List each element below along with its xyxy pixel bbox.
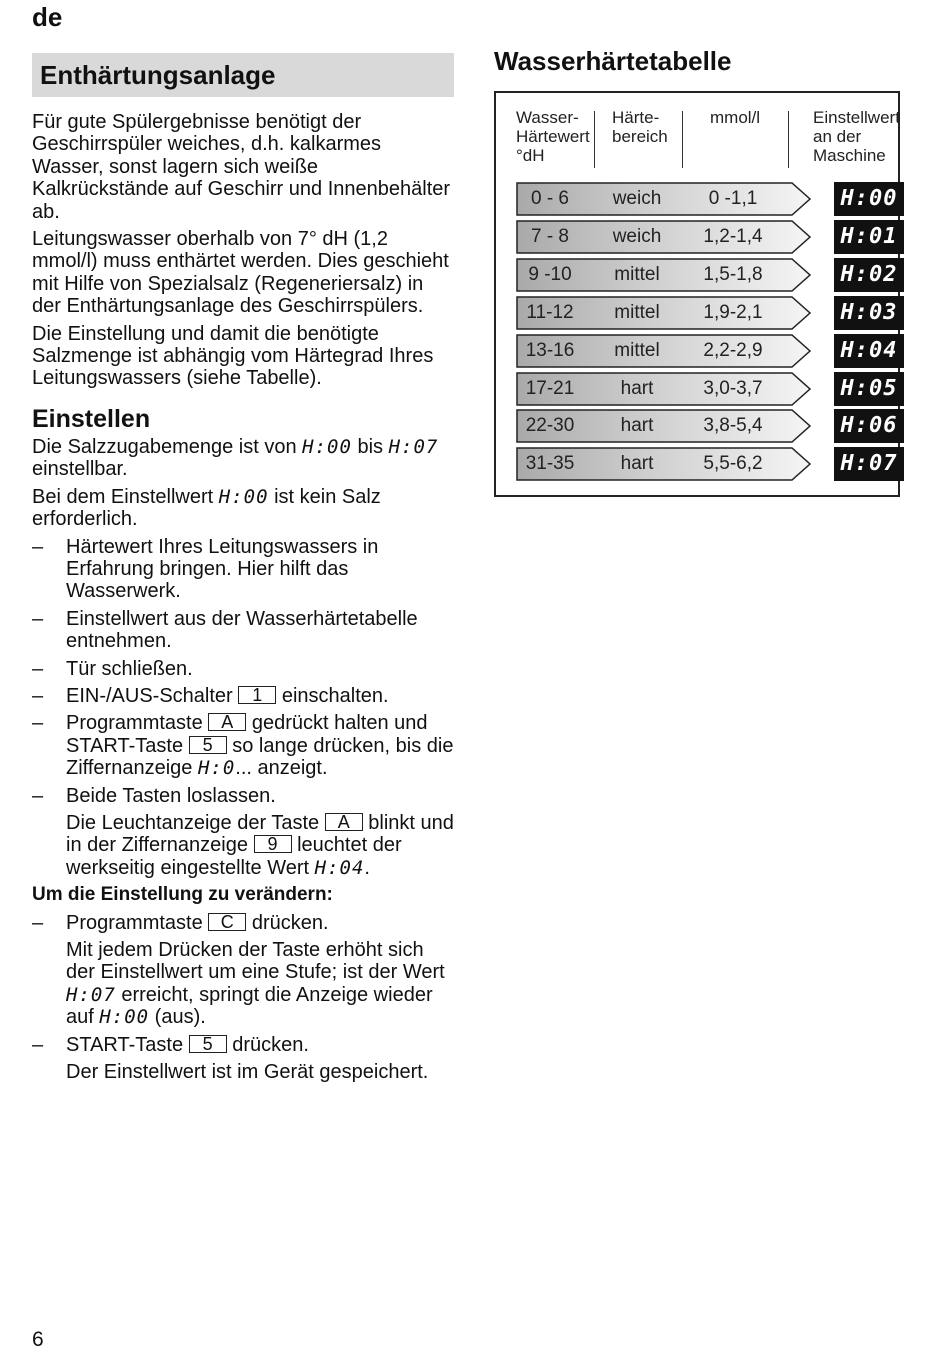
- intro-paragraph: Für gute Spülergebnisse benötigt der Geschirrspüler weiches, d.h. kalkarmes Wasser, sonst lagern sich weiße Kalkrückstände auf Geschirr und Innenbehälter ab.: [32, 111, 451, 223]
- step-item: – Programmtaste A gedrückt halten und START-Taste 5 so lange drücken, bis die Ziffernanzeige H:0... anzeigt.: [32, 712, 454, 780]
- language-code: de: [32, 2, 63, 32]
- cell-hardness-dh: 31-35: [525, 453, 575, 475]
- intro-paragraph: Die Einstellung und damit die benötigte Salzmenge ist abhängig vom Härtegrad Ihres Leitungswassers (siehe Tabelle).: [32, 322, 434, 390]
- header-setting: Einstellwert an der Maschine: [813, 108, 900, 165]
- cell-setting-display: H:04: [834, 334, 904, 368]
- step-item: – START-Taste 5 drücken.: [32, 1033, 309, 1056]
- display-value: H:07: [66, 983, 116, 1006]
- table-row: [516, 334, 906, 368]
- key-a-symbol: A: [208, 713, 246, 731]
- key-5-symbol: 5: [189, 736, 227, 754]
- cell-range: hart: [620, 453, 654, 475]
- cell-mmol: 0 -1,1: [708, 188, 758, 209]
- step-item: – EIN-/AUS-Schalter 1 einschalten.: [32, 684, 389, 707]
- display-value: H:07: [388, 435, 439, 458]
- step-item: – Einstellwert aus der Wasserhärtetabelle entnehmen.: [32, 607, 418, 653]
- cell-hardness-dh: 13-16: [525, 339, 575, 361]
- cell-range: weich: [612, 188, 662, 209]
- cell-range: mittel: [614, 301, 660, 323]
- cell-setting-display: H:07: [834, 447, 904, 481]
- page-number: 6: [32, 1328, 44, 1351]
- cell-mmol: 1,2-1,4: [703, 225, 763, 247]
- step-item: – Tür schließen.: [32, 657, 193, 680]
- table-row: [516, 182, 906, 216]
- header-divider: [682, 111, 683, 168]
- table-row: [516, 296, 906, 330]
- key-a-symbol: A: [325, 813, 363, 831]
- cell-mmol: 3,8-5,4: [703, 415, 763, 437]
- header-divider: [788, 111, 789, 168]
- section-title-bar: [32, 53, 454, 97]
- header-divider: [594, 111, 595, 168]
- cell-mmol: 1,9-2,1: [703, 301, 763, 323]
- no-salt-paragraph: Bei dem Einstellwert H:00 ist kein Salz erforderlich.: [32, 485, 381, 531]
- display-value: H:00: [99, 1006, 150, 1029]
- cell-hardness-dh: 7 - 8: [530, 225, 570, 247]
- table-row: [516, 220, 906, 254]
- step-item: – Programmtaste C drücken.: [32, 911, 329, 934]
- cell-mmol: 3,0-3,7: [703, 377, 763, 399]
- table-row: [516, 409, 906, 443]
- cell-setting-display: H:01: [834, 220, 904, 254]
- step-item: – Beide Tasten loslassen.: [32, 784, 276, 807]
- table-row: [516, 447, 906, 481]
- step-note: Mit jedem Drücken der Taste erhöht sich der Einstellwert um eine Stufe; ist der Wert H:07 erreicht, springt die Anzeige wieder auf H:00 (aus).: [66, 939, 445, 1029]
- cell-range: mittel: [614, 339, 660, 361]
- intro-paragraph: Leitungswasser oberhalb von 7° dH (1,2 mmol/l) muss enthärtet werden. Dies geschieht mit Hilfe von Spezialsalz (Regeneriersalz) in der Enthärtungsanlage des Geschirrspülers.: [32, 228, 449, 318]
- header-mmol: mmol/l: [710, 108, 761, 127]
- display-value: H:00: [302, 435, 352, 458]
- display-value: H:04: [314, 856, 365, 879]
- key-5-symbol: 5: [189, 1035, 227, 1053]
- cell-hardness-dh: 17-21: [525, 377, 575, 399]
- key-1-symbol: 1: [238, 686, 276, 704]
- cell-setting-display: H:03: [834, 296, 904, 330]
- cell-hardness-dh: 0 - 6: [530, 188, 570, 209]
- cell-range: hart: [620, 415, 654, 437]
- cell-setting-display: H:05: [834, 372, 904, 406]
- cell-range: weich: [612, 225, 662, 247]
- left-column: [32, 53, 454, 1088]
- cell-range: hart: [620, 377, 654, 399]
- cell-setting-display: H:00: [834, 182, 904, 216]
- key-c-symbol: C: [208, 913, 246, 931]
- salt-range-paragraph: Die Salzzugabemenge ist von H:00 bis H:07 einstellbar.: [32, 435, 439, 481]
- cell-hardness-dh: 11-12: [526, 301, 574, 323]
- cell-mmol: 1,5-1,8: [703, 263, 763, 285]
- table-title: Wasserhärtetabelle: [494, 46, 732, 76]
- cell-range: mittel: [614, 263, 660, 285]
- table-row: [516, 258, 906, 292]
- cell-mmol: 5,5-6,2: [703, 453, 763, 475]
- cell-setting-display: H:06: [834, 409, 904, 443]
- header-hardness-dh: Wasser- Härtewert °dH: [516, 108, 590, 165]
- section-title: Enthärtungsanlage: [40, 60, 276, 90]
- display-value: H:0: [197, 757, 236, 780]
- water-hardness-table: [494, 91, 900, 497]
- table-row: [516, 372, 906, 406]
- cell-setting-display: H:02: [834, 258, 904, 292]
- header-range: Härte- bereich: [612, 108, 668, 146]
- change-heading: Um die Einstellung zu verändern:: [32, 884, 333, 906]
- step-item: – Härtewert Ihres Leitungswassers in Erfahrung bringen. Hier hilft das Wasserwerk.: [32, 535, 379, 603]
- display-value: H:00: [218, 485, 269, 508]
- cell-mmol: 2,2-2,9: [703, 339, 763, 361]
- key-9-symbol: 9: [254, 835, 292, 853]
- cell-hardness-dh: 22-30: [525, 415, 575, 437]
- step-note: Die Leuchtanzeige der Taste A blinkt und in der Ziffernanzeige 9 leuchtet der werkseitig eingestellte Wert H:04.: [66, 811, 454, 879]
- step-note: Der Einstellwert ist im Gerät gespeichert.: [66, 1061, 429, 1084]
- cell-hardness-dh: 9 -10: [528, 263, 572, 285]
- einstellen-heading: Einstellen: [32, 404, 151, 433]
